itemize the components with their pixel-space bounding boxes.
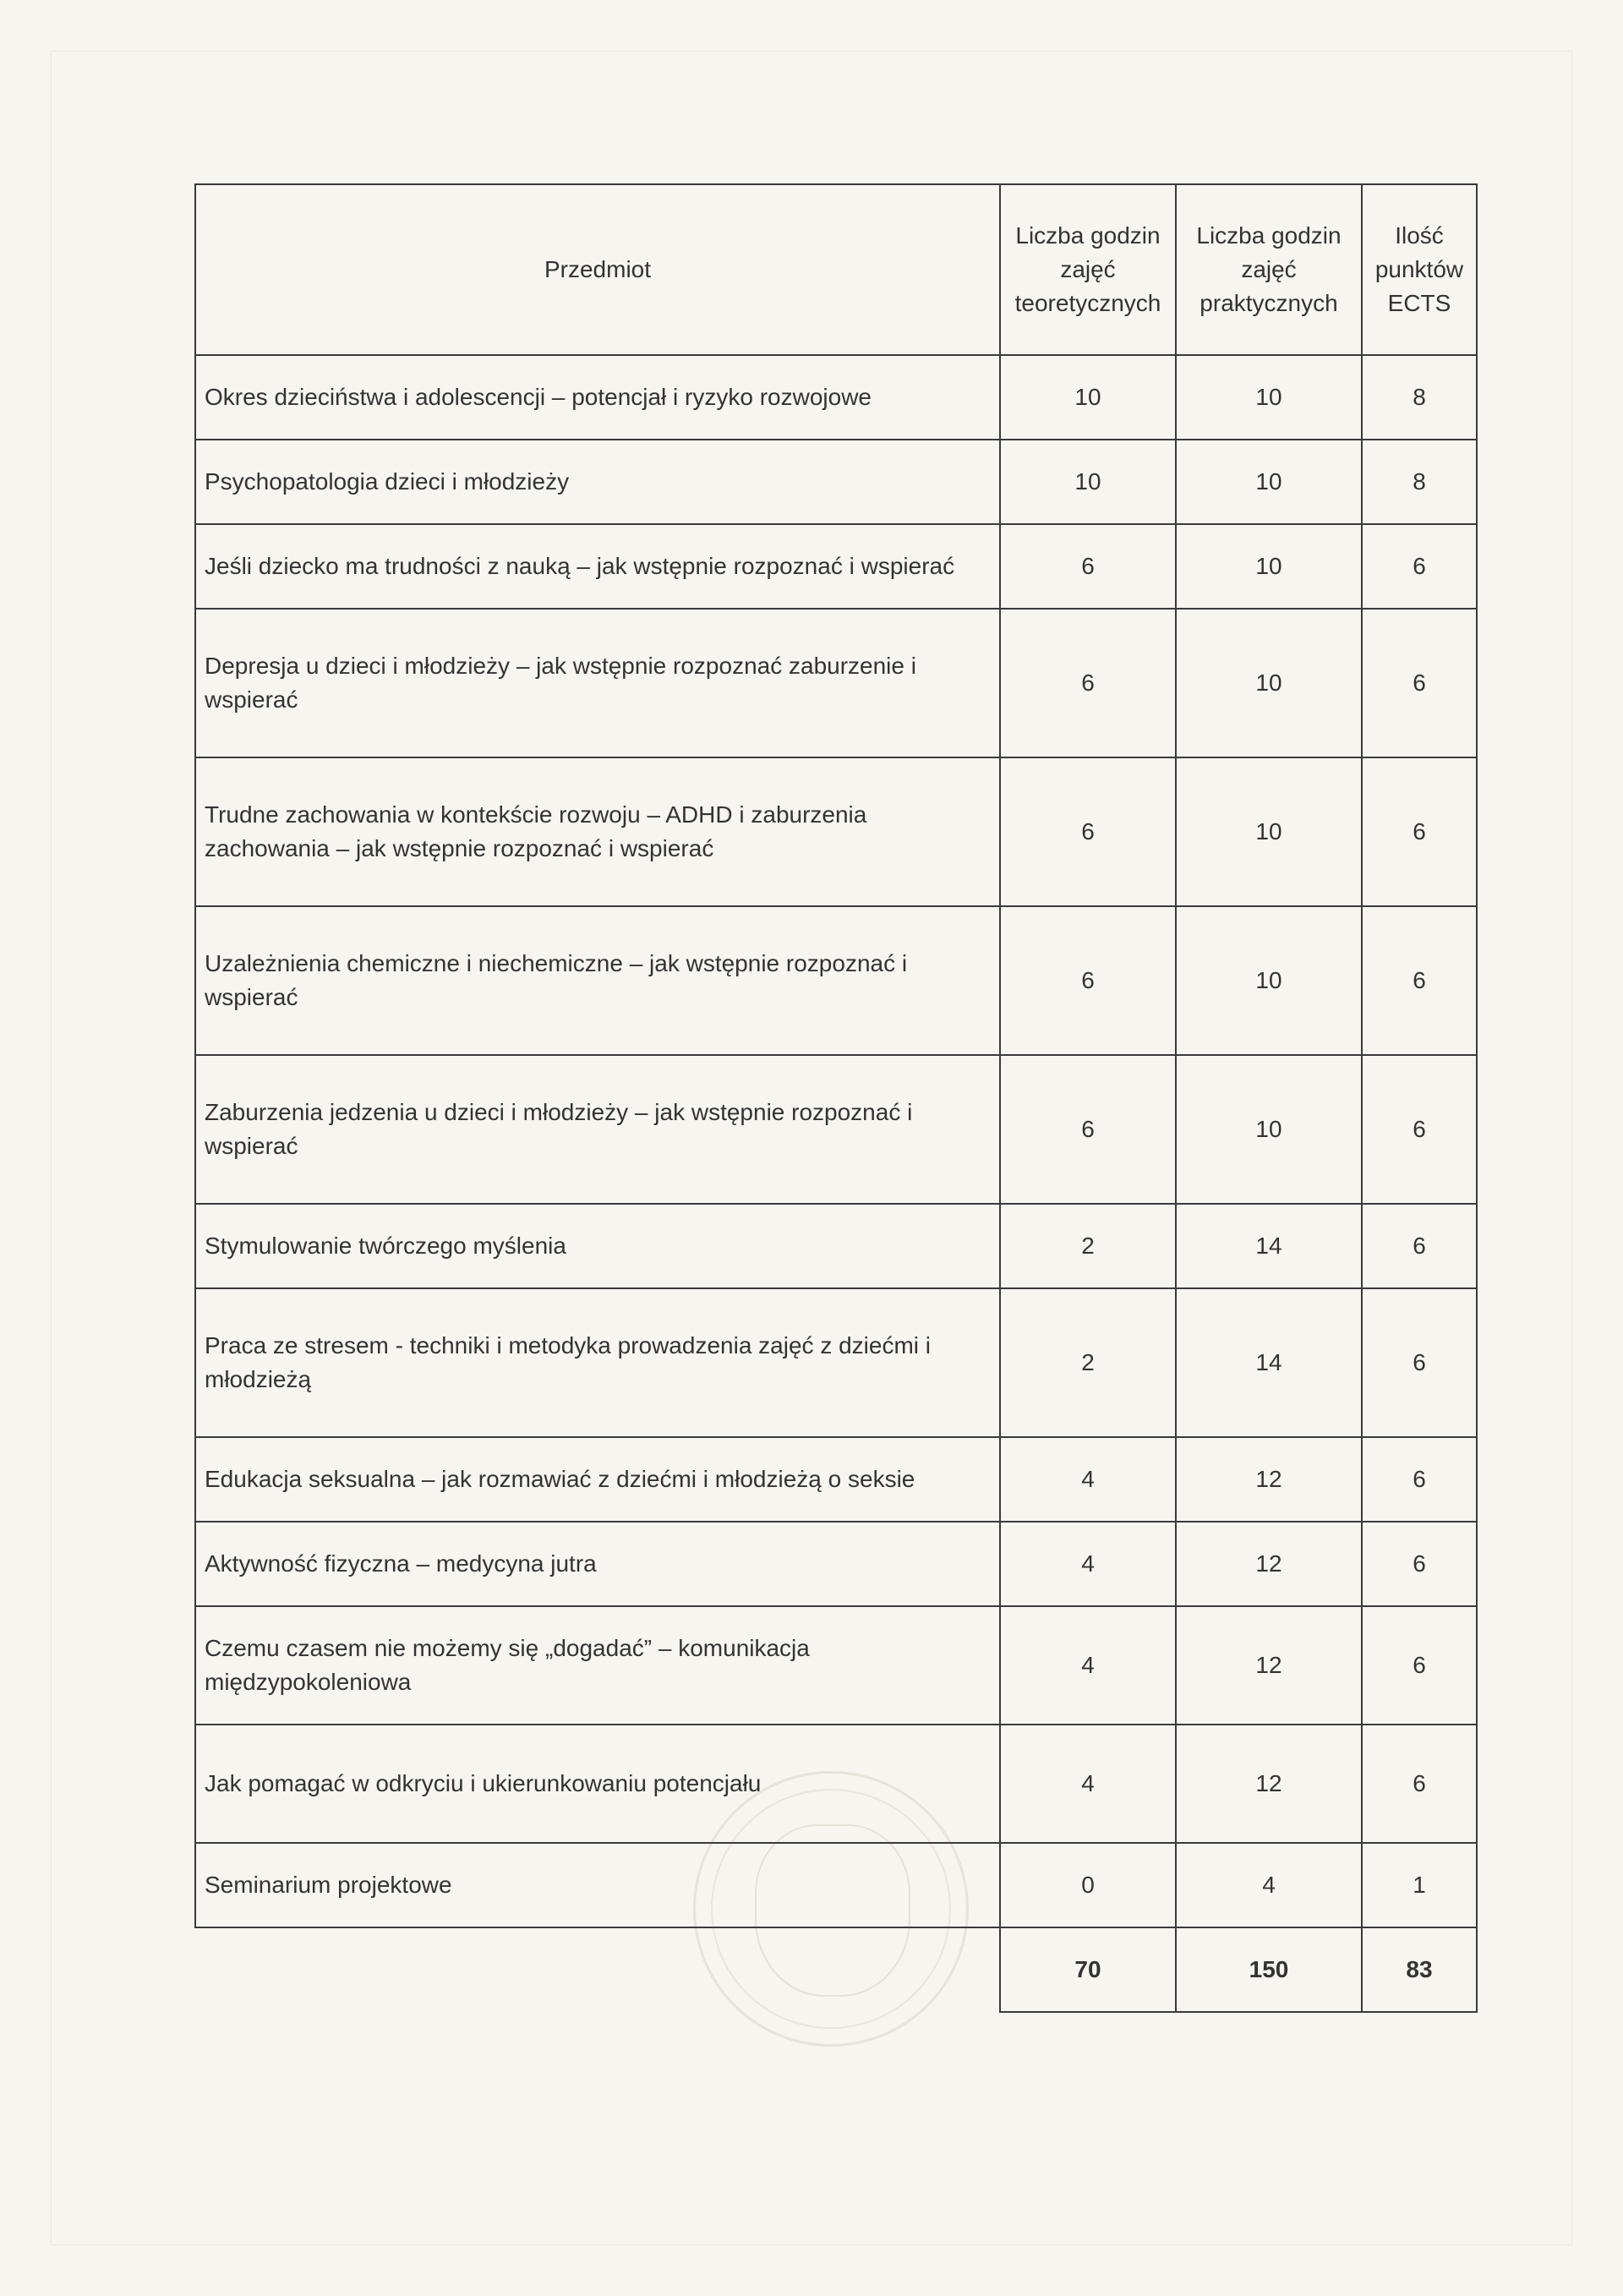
subject-cell: Depresja u dzieci i młodzieży – jak wstępnie rozpoznać zaburzenie i wspierać — [195, 609, 1000, 757]
table-header-row — [195, 184, 1477, 355]
subject-cell: Praca ze stresem - techniki i metodyka prowadzenia zajęć z dziećmi i młodzieżą — [195, 1288, 1000, 1437]
table-row — [195, 524, 1477, 609]
total-theory-hours: 70 — [1000, 1927, 1176, 2012]
practice-hours-cell: 10 — [1176, 355, 1362, 440]
subjects-table — [194, 183, 1478, 2013]
table-row — [195, 757, 1477, 906]
theory-hours-cell: 4 — [1000, 1606, 1176, 1725]
practice-hours-cell: 10 — [1176, 906, 1362, 1055]
subject-cell: Aktywność fizyczna – medycyna jutra — [195, 1522, 1000, 1606]
theory-hours-cell: 0 — [1000, 1843, 1176, 1927]
theory-hours-cell: 4 — [1000, 1725, 1176, 1843]
header-theory-hours: Liczba godzin zajęć teoretycznych — [1000, 184, 1176, 355]
table-row — [195, 1843, 1477, 1927]
theory-hours-cell: 6 — [1000, 906, 1176, 1055]
table-row — [195, 609, 1477, 757]
subject-cell: Trudne zachowania w kontekście rozwoju – ADHD i zaburzenia zachowania – jak wstępnie rozpoznać i wspierać — [195, 757, 1000, 906]
theory-hours-cell: 2 — [1000, 1288, 1176, 1437]
practice-hours-cell: 12 — [1176, 1522, 1362, 1606]
ects-cell: 6 — [1362, 1204, 1477, 1288]
table-row — [195, 1725, 1477, 1843]
subject-cell: Edukacja seksualna – jak rozmawiać z dziećmi i młodzieżą o seksie — [195, 1437, 1000, 1522]
header-subject: Przedmiot — [195, 184, 1000, 355]
theory-hours-cell: 10 — [1000, 440, 1176, 524]
theory-hours-cell: 6 — [1000, 609, 1176, 757]
subject-cell: Czemu czasem nie możemy się „dogadać” – komunikacja międzypokoleniowa — [195, 1606, 1000, 1725]
header-practice-hours: Liczba godzin zajęć praktycznych — [1176, 184, 1362, 355]
ects-cell: 1 — [1362, 1843, 1477, 1927]
total-ects: 83 — [1362, 1927, 1477, 2012]
subject-cell: Zaburzenia jedzenia u dzieci i młodzieży – jak wstępnie rozpoznać i wspierać — [195, 1055, 1000, 1204]
subject-cell: Psychopatologia dzieci i młodzieży — [195, 440, 1000, 524]
practice-hours-cell: 10 — [1176, 524, 1362, 609]
totals-spacer — [195, 1927, 1000, 2012]
header-ects-points: Ilość punktów ECTS — [1362, 184, 1477, 355]
table-row — [195, 1437, 1477, 1522]
practice-hours-cell: 12 — [1176, 1437, 1362, 1522]
ects-cell: 6 — [1362, 609, 1477, 757]
totals-row — [195, 1927, 1477, 2012]
ects-cell: 8 — [1362, 440, 1477, 524]
ects-cell: 6 — [1362, 1055, 1477, 1204]
practice-hours-cell: 14 — [1176, 1288, 1362, 1437]
table-row — [195, 355, 1477, 440]
ects-cell: 6 — [1362, 1437, 1477, 1522]
ects-cell: 6 — [1362, 1725, 1477, 1843]
practice-hours-cell: 10 — [1176, 440, 1362, 524]
theory-hours-cell: 6 — [1000, 524, 1176, 609]
theory-hours-cell: 6 — [1000, 1055, 1176, 1204]
ects-cell: 8 — [1362, 355, 1477, 440]
theory-hours-cell: 4 — [1000, 1437, 1176, 1522]
ects-cell: 6 — [1362, 1606, 1477, 1725]
practice-hours-cell: 14 — [1176, 1204, 1362, 1288]
practice-hours-cell: 4 — [1176, 1843, 1362, 1927]
practice-hours-cell: 12 — [1176, 1725, 1362, 1843]
theory-hours-cell: 6 — [1000, 757, 1176, 906]
ects-cell: 6 — [1362, 524, 1477, 609]
practice-hours-cell: 12 — [1176, 1606, 1362, 1725]
table-row — [195, 1606, 1477, 1725]
subject-cell: Jak pomagać w odkryciu i ukierunkowaniu potencjału — [195, 1725, 1000, 1843]
subject-cell: Okres dzieciństwa i adolescencji – potencjał i ryzyko rozwojowe — [195, 355, 1000, 440]
subject-cell: Stymulowanie twórczego myślenia — [195, 1204, 1000, 1288]
theory-hours-cell: 2 — [1000, 1204, 1176, 1288]
practice-hours-cell: 10 — [1176, 757, 1362, 906]
ects-cell: 6 — [1362, 1288, 1477, 1437]
practice-hours-cell: 10 — [1176, 1055, 1362, 1204]
table-row — [195, 1204, 1477, 1288]
ects-cell: 6 — [1362, 1522, 1477, 1606]
table-row — [195, 1288, 1477, 1437]
ects-cell: 6 — [1362, 906, 1477, 1055]
ects-cell: 6 — [1362, 757, 1477, 906]
table-row — [195, 440, 1477, 524]
table-row — [195, 1055, 1477, 1204]
subject-cell: Seminarium projektowe — [195, 1843, 1000, 1927]
theory-hours-cell: 4 — [1000, 1522, 1176, 1606]
subject-cell: Jeśli dziecko ma trudności z nauką – jak wstępnie rozpoznać i wspierać — [195, 524, 1000, 609]
total-practice-hours: 150 — [1176, 1927, 1362, 2012]
table-row — [195, 906, 1477, 1055]
theory-hours-cell: 10 — [1000, 355, 1176, 440]
practice-hours-cell: 10 — [1176, 609, 1362, 757]
table-row — [195, 1522, 1477, 1606]
subject-cell: Uzależnienia chemiczne i niechemiczne – jak wstępnie rozpoznać i wspierać — [195, 906, 1000, 1055]
